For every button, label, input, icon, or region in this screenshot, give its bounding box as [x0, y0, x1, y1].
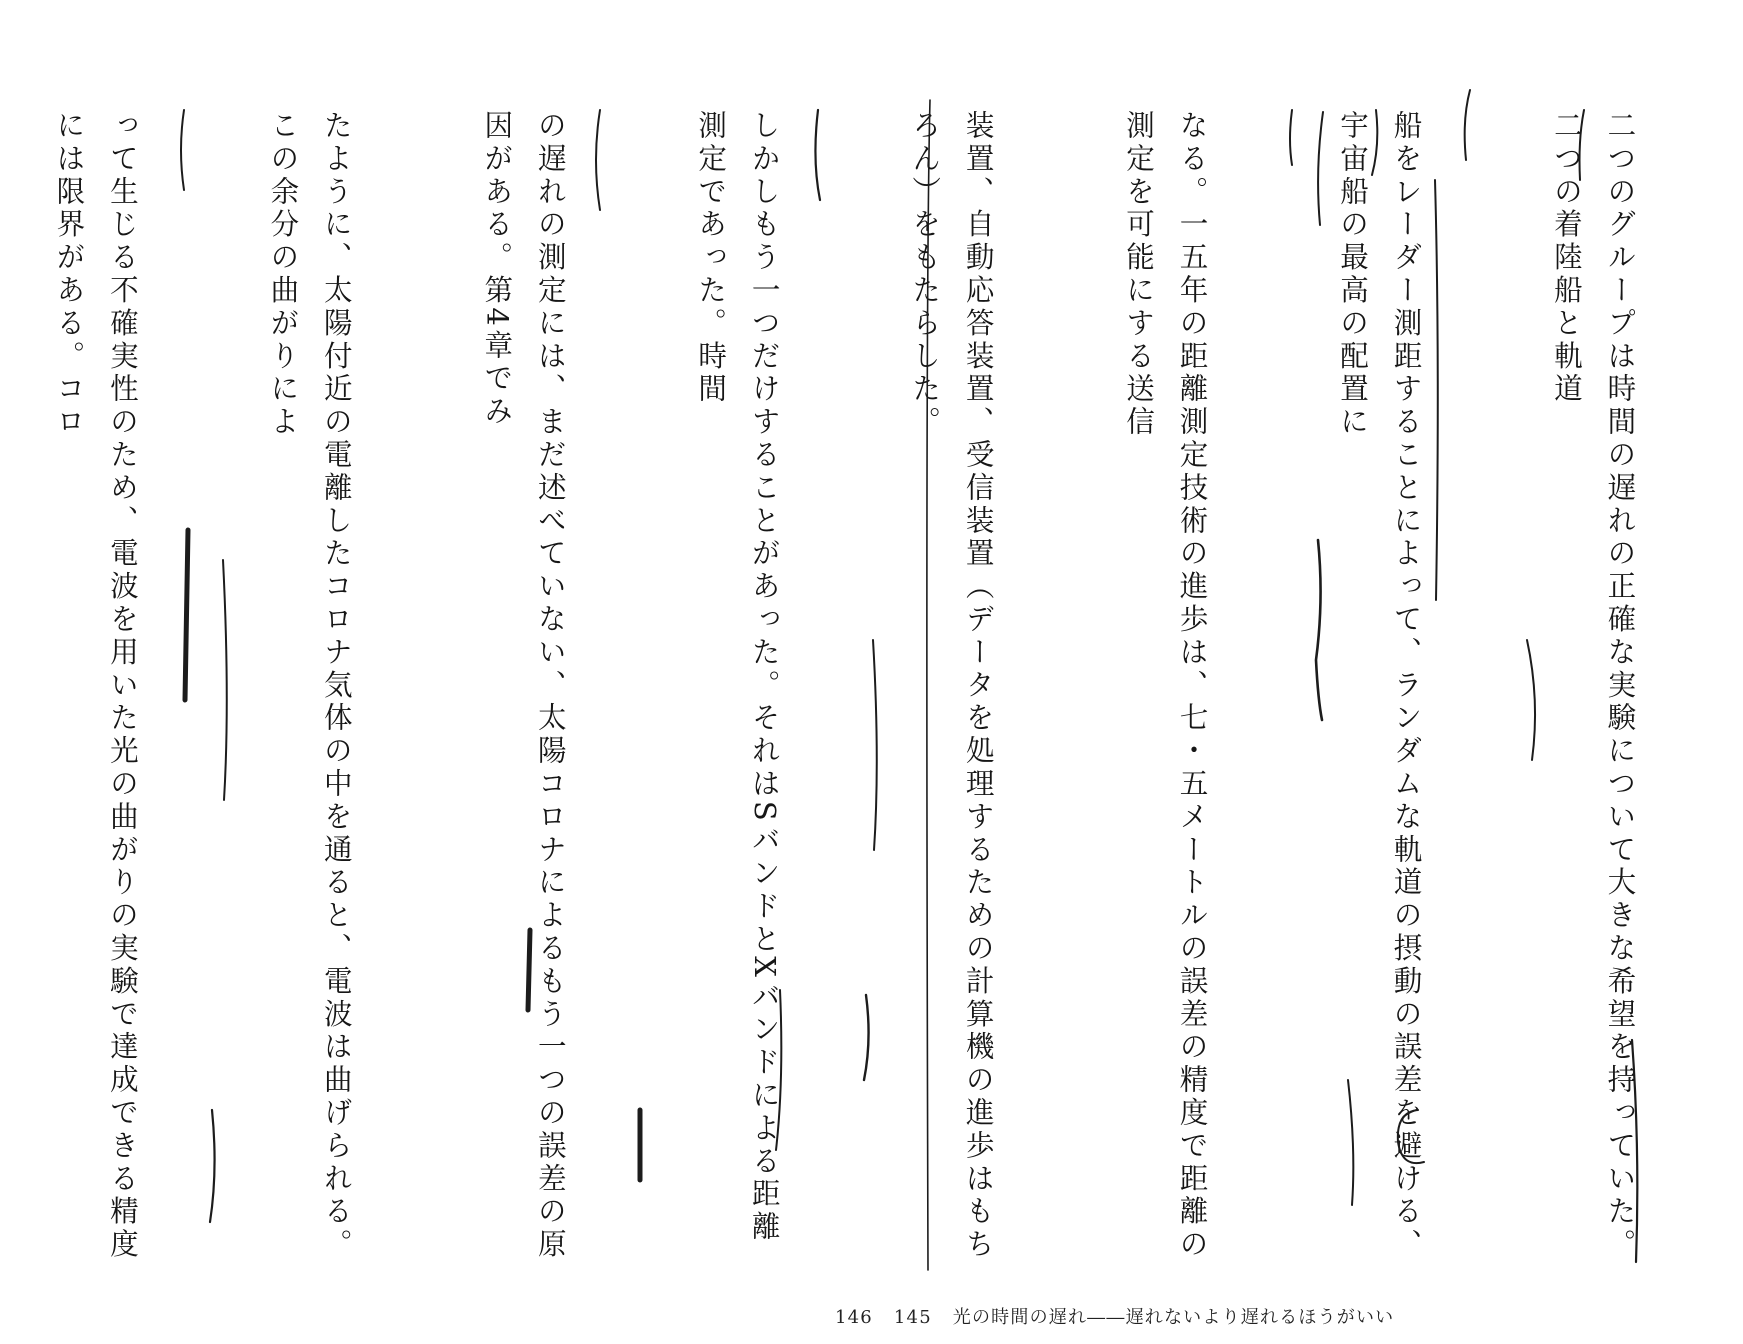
page-number-left: 146 — [835, 1307, 873, 1328]
text-column: 二つのグループは時間の遅れの正確な実験について大きな希望を持っていた。二つの着陸船と軌道 — [1550, 110, 1638, 1262]
text-column: しかしもう一つだけすることがあった。それはSバンドとXバンドによる距離測定であった。時間 — [694, 110, 782, 1245]
running-title: 光の時間の遅れ――遅れないより遅れるほうがいい — [952, 1307, 1395, 1328]
text-column: たように、太陽付近の電離したコロナ気体の中を通ると、電波は曲げられる。この余分の曲がりによ — [266, 110, 354, 1262]
page-number-right: 145 — [893, 1307, 932, 1328]
text-column: って生じる不確実性のため、電波を用いた光の曲がりの実験で達成できる精度には限界がある。コロ — [52, 110, 140, 1262]
text-column: なる。一五年の距離測定技術の進歩は、七・五メートルの誤差の精度で距離の測定を可能にする送信 — [1122, 110, 1210, 1262]
text-column: 装置、自動応答装置、受信装置（データを処理するための計算機の進歩はもちろん）をもたらした。 — [908, 110, 996, 1262]
text-column: の遅れの測定には、まだ述べていない、太陽コロナによるもう一つの誤差の原因がある。第4章でみ — [480, 110, 568, 1262]
text-column: 船をレーダー測距することによって、ランダムな軌道の摂動の誤差を避ける、宇宙船の最高の配置に — [1336, 110, 1424, 1262]
page-footer — [835, 1303, 1408, 1329]
vertical-body-text — [52, 110, 1743, 1270]
